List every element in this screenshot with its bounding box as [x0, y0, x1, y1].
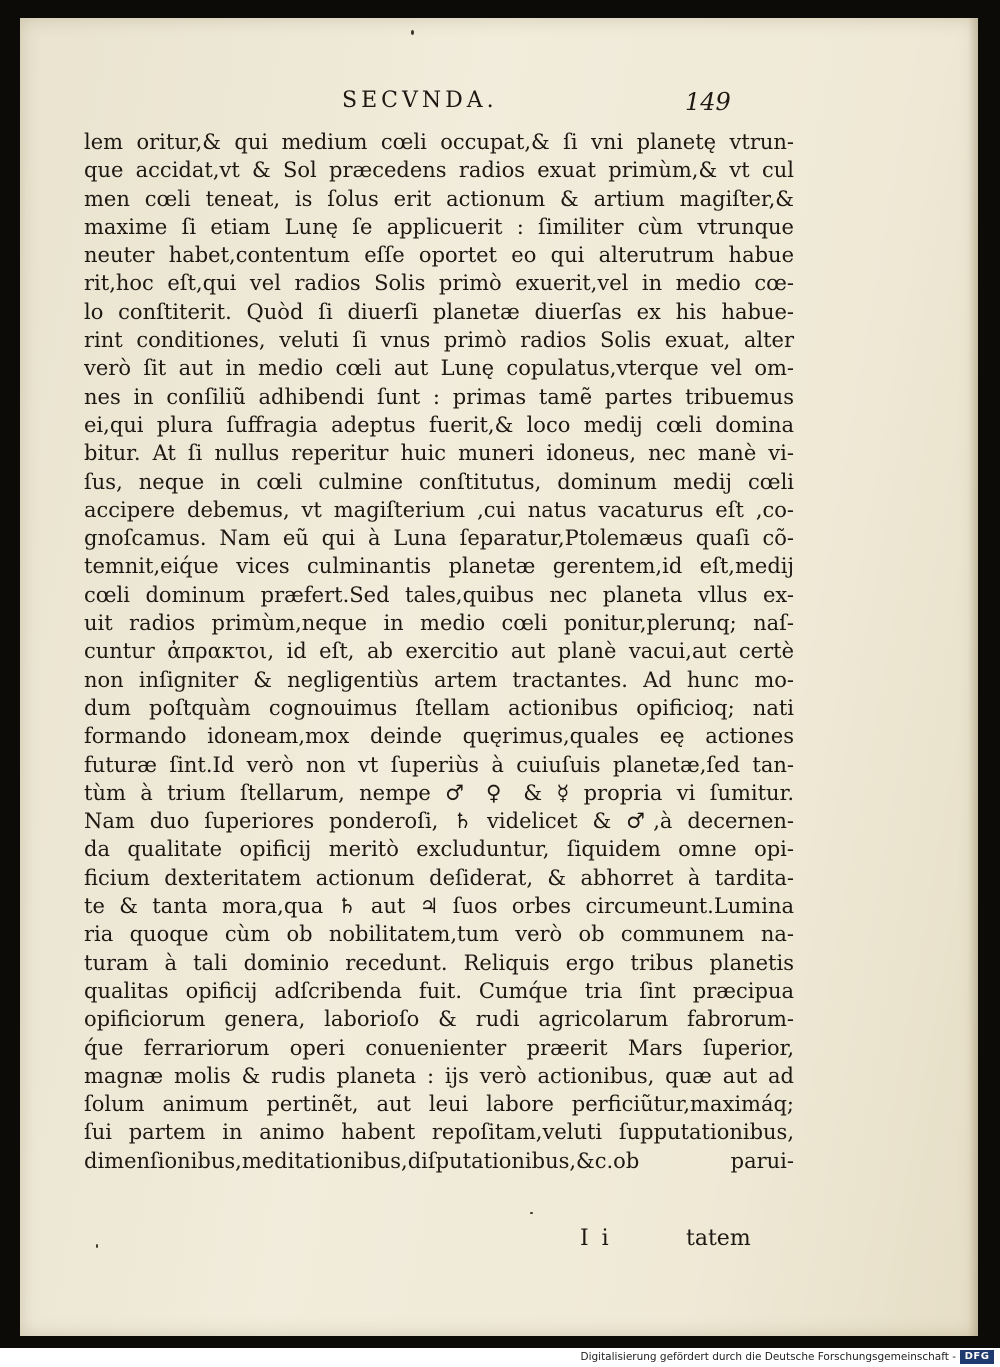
ink-speck: [530, 1212, 533, 1214]
catch-row: [20, 1226, 978, 1260]
text-line: que accidat,vt & Sol præcedens radios exuat primùm,& vt cul: [84, 158, 794, 183]
dfg-logo: DFG: [960, 1350, 994, 1364]
text-line: verò ſit aut in medio cœli aut Lunę copulatus,vterque vel om-: [84, 356, 794, 381]
attribution-bar: [0, 1348, 1000, 1367]
text-line: accipere debemus, vt magiſterium ,cui natus vacaturus eſt ,co-: [84, 497, 794, 522]
text-line: lem oritur,& qui medium cœli occupat,& ſi vni planetę vtrun-: [84, 130, 794, 154]
text-line: futuræ ſint.Id verò non vt ſuperiùs à cuiuſuis planetæ,ſed tan-: [84, 752, 794, 777]
text-line: non inſigniter & negligentiùs artem tractantes. Ad hunc mo-: [84, 667, 794, 692]
text-line: te & tanta mora,qua ♄ aut ♃ ſuos orbes circumeunt.Lumina: [84, 894, 794, 919]
text-line: cœli dominum præfert.Sed tales,quibus nec planeta vllus ex-: [84, 582, 794, 607]
attribution-text: Digitalisierung gefördert durch die Deutsche Forschungsgemeinschaft -: [580, 1351, 956, 1363]
ink-speck: [411, 30, 414, 35]
catchword: tatem: [686, 1226, 751, 1251]
text-line: dum poſtquàm cognouimus ſtellam actionibus opificioq; nati: [84, 695, 794, 720]
text-line: nes in conſiliũ adhibendi ſunt : primas tamẽ partes tribuemus: [84, 384, 794, 409]
text-line: da qualitate opificij meritò excluduntur, ſiquidem omne opi-: [84, 837, 794, 862]
text-line: ſolum animum pertinẽt, aut leui labore perficiũtur,maximáq;: [84, 1092, 794, 1117]
text-line: Nam duo ſuperiores ponderoſi, ♄ videlicet & ♂,à decernen-: [84, 809, 794, 834]
text-line: rit,hoc eſt,qui vel radios Solis primò exuerit,vel in medio cœ-: [84, 271, 794, 296]
text-line: gnoſcamus. Nam eũ qui à Luna ſeparatur,Ptolemæus quaſi cõ-: [84, 526, 794, 551]
text-line: ei,qui plura ſuffragia adeptus fuerit,& loco medij cœli domina: [84, 412, 794, 437]
text-line: men cœli teneat, is ſolus erit actionum & artium magiſter,&: [84, 186, 794, 211]
body-text: [84, 128, 794, 1175]
text-line: dimenſionibus,meditationibus,diſputationibus,&c.ob parui-: [84, 1148, 794, 1173]
text-line: rint conditiones, veluti ſi vnus primò radios Solis exuat, alter: [84, 328, 794, 353]
text-line: uit radios primùm,neque in medio cœli ponitur,plerunq; naſ-: [84, 611, 794, 636]
text-line: ficium dexteritatem actionum deſiderat, & abhorret à tardita-: [84, 865, 794, 890]
running-head: [20, 88, 978, 128]
text-line: qualitas opificij adſcribenda fuit. Cumq́ue tria ſint præcipua: [84, 978, 794, 1003]
text-line: ſui partem in animo habent repoſitam,veluti ſupputationibus,: [84, 1120, 794, 1145]
text-line: opificiorum genera, laborioſo & rudi agricolarum fabrorum-: [84, 1007, 794, 1032]
text-line: q́ue ferrariorum operi conuenienter præerit Mars ſuperior,: [84, 1035, 794, 1060]
text-line: lo conſtiterit. Quòd ſi diuerſi planetæ diuerſas ex his habue-: [84, 299, 794, 324]
page-edge-shadow: [968, 18, 978, 1336]
text-line: neuter habet,contentum eſſe oportet eo qui alterutrum habue: [84, 243, 794, 268]
text-line: maxime ſi etiam Lunę ſe applicuerit : ſimiliter cùm vtrunque: [84, 214, 794, 239]
text-line: tùm à trium ſtellarum, nempe ♂ ♀ & ☿ propria vi ſumitur.: [84, 780, 794, 805]
text-line: bitur. At ſi nullus reperitur huic muneri idoneus, nec manè vi-: [84, 441, 794, 466]
text-line: formando idoneam,mox deinde quęrimus,quales eę actiones: [84, 724, 794, 749]
text-line: temnit,eiq́ue vices culminantis planetæ gerentem,id eſt,medij: [84, 554, 794, 579]
text-line: ſus, neque in cœli culmine conſtitutus, dominum medij cœli: [84, 469, 794, 494]
text-line: ria quoque cùm ob nobilitatem,tum verò ob communem na-: [84, 922, 794, 947]
running-title: SECVNDA.: [342, 88, 498, 113]
book-page: [20, 18, 978, 1336]
signature-mark: I i: [580, 1226, 612, 1251]
text-line: magnæ molis & rudis planeta : ijs verò actionibus, quæ aut ad: [84, 1063, 794, 1088]
text-line: cuntur ἀπρακτοι, id eſt, ab exercitio aut planè vacui,aut certè: [84, 639, 794, 664]
page-number: 149: [685, 88, 731, 116]
ink-speck: [96, 1244, 98, 1248]
text-line: turam à tali dominio recedunt. Reliquis ergo tribus planetis: [84, 950, 794, 975]
